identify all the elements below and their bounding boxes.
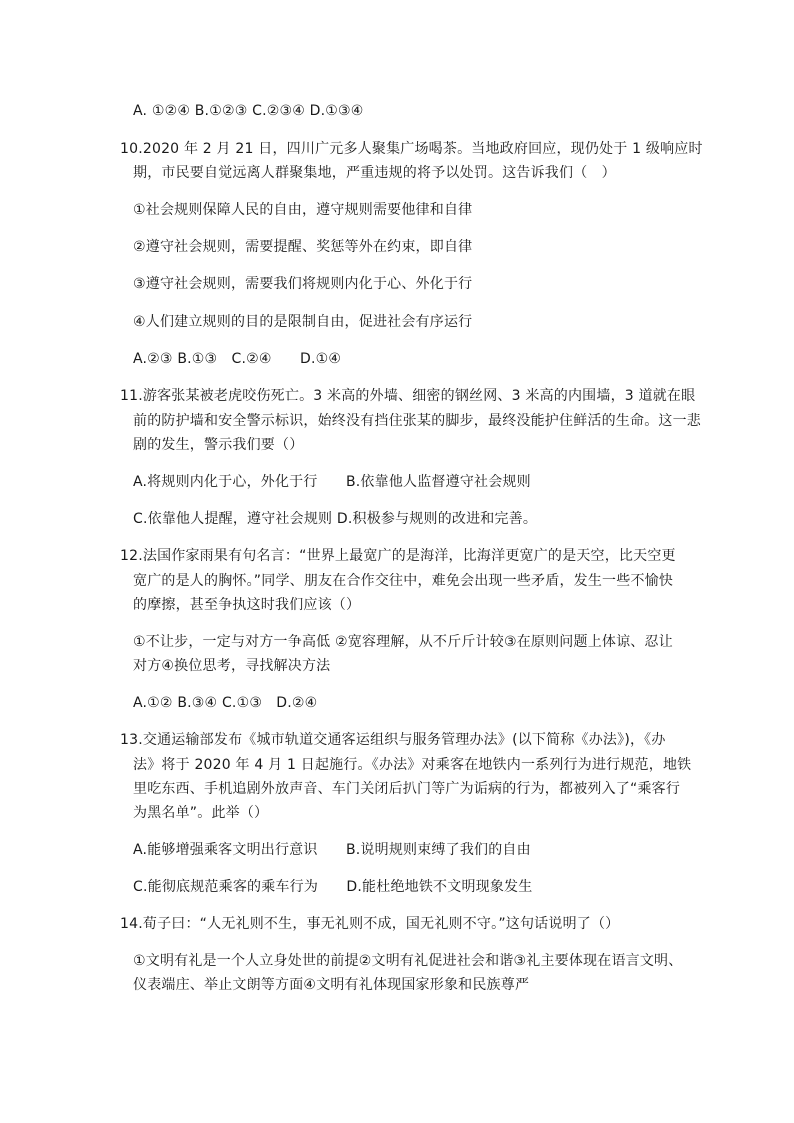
q12-statements-line-1: ①不让步，一定与对方一争高低 ②宽容理解，从不斤斤计较③在原则问题上体谅、忍让 [133, 634, 673, 650]
q13-stem-line-3: 里吃东西、手机追剧外放声音、车门关闭后扒门等广为诟病的行为，都被列入了“乘客行 [133, 781, 681, 797]
q11-options-ab: A.将规则内化于心，外化于行 B.依靠他人监督遵守社会规则 [133, 474, 531, 490]
q13-stem-line-4: 为黑名单”。此举（） [133, 805, 269, 821]
q11-stem-line-3: 剧的发生，警示我们要（） [133, 437, 304, 453]
q11-stem-line-2: 前的防护墙和安全警示标识，始终没有挡住张某的脚步，最终没能护住鲜活的生命。这一悲 [133, 413, 701, 429]
q12-stem-line-2: 宽广的是人的胸怀。”同学、朋友在合作交往中，难免会出现一些矛盾，发生一些不愉快 [133, 573, 674, 589]
q14-statements-line-2: 仪表端庄、举止文朗等方面④文明有礼体现国家形象和民族尊严 [133, 977, 530, 993]
q12-options: A.①② B.③④ C.①③ D.②④ [133, 695, 318, 711]
q11-options-cd: C.依靠他人提醒，遵守社会规则 D.积极参与规则的改进和完善。 [133, 511, 538, 527]
q10-statement-4: ④人们建立规则的目的是限制自由，促进社会有序运行 [133, 314, 473, 330]
q12-stem-line-3: 的摩擦，甚至争执这时我们应该（） [133, 597, 361, 613]
q13-options-cd: C.能彻底规范乘客的乘车行为 D.能杜绝地铁不文明现象发生 [133, 879, 533, 895]
q10-statement-2: ②遵守社会规则，需要提醒、奖惩等外在约束，即自律 [133, 239, 473, 255]
q14-stem: 14.荀子曰：“人无礼则不生，事无礼则不成，国无礼则不守。”这句话说明了（） [120, 916, 620, 932]
q10-options: A.②③ B.①③ C.②④ D.①④ [133, 351, 342, 367]
q13-stem-line-1: 13.交通运输部发布《城市轨道交通客运组织与服务管理办法》(以下简称《办法》)，《办 [120, 732, 666, 748]
q10-stem-line-1: 10.2020 年 2 月 21 日，四川广元多人聚集广场喝茶。当地政府回应，现仍处于 1 级响应时 [120, 141, 703, 157]
q12-stem-line-1: 12.法国作家雨果有句名言：“世界上最宽广的是海洋，比海洋更宽广的是天空，比天空更 [120, 548, 676, 564]
q10-stem-line-2: 期，市民要自觉远离人群聚集地，严重违规的将予以处罚。这告诉我们（ ） [133, 165, 616, 181]
q13-options-ab: A.能够增强乘客文明出行意识 B.说明规则束缚了我们的自由 [133, 842, 531, 858]
q13-stem-line-2: 法》将于 2020 年 4 月 1 日起施行。《办法》对乘客在地铁内一系列行为进行规范，地铁 [133, 757, 692, 773]
q10-statement-1: ①社会规则保障人民的自由，遵守规则需要他律和自律 [133, 202, 473, 218]
q10-statement-3: ③遵守社会规则，需要我们将规则内化于心、外化于行 [133, 276, 473, 292]
q9-options: A. ①②④ B.①②③ C.②③④ D.①③④ [133, 103, 364, 119]
q12-statements-line-2: 对方④换位思考，寻找解决方法 [133, 658, 331, 674]
q11-stem-line-1: 11.游客张某被老虎咬伤死亡。3 米高的外墙、细密的钢丝网、3 米高的内围墙，3 道就在眼 [120, 388, 696, 404]
q14-statements-line-1: ①文明有礼是一个人立身处世的前提②文明有礼促进社会和谐③礼主要体现在语言文明、 [133, 953, 683, 969]
